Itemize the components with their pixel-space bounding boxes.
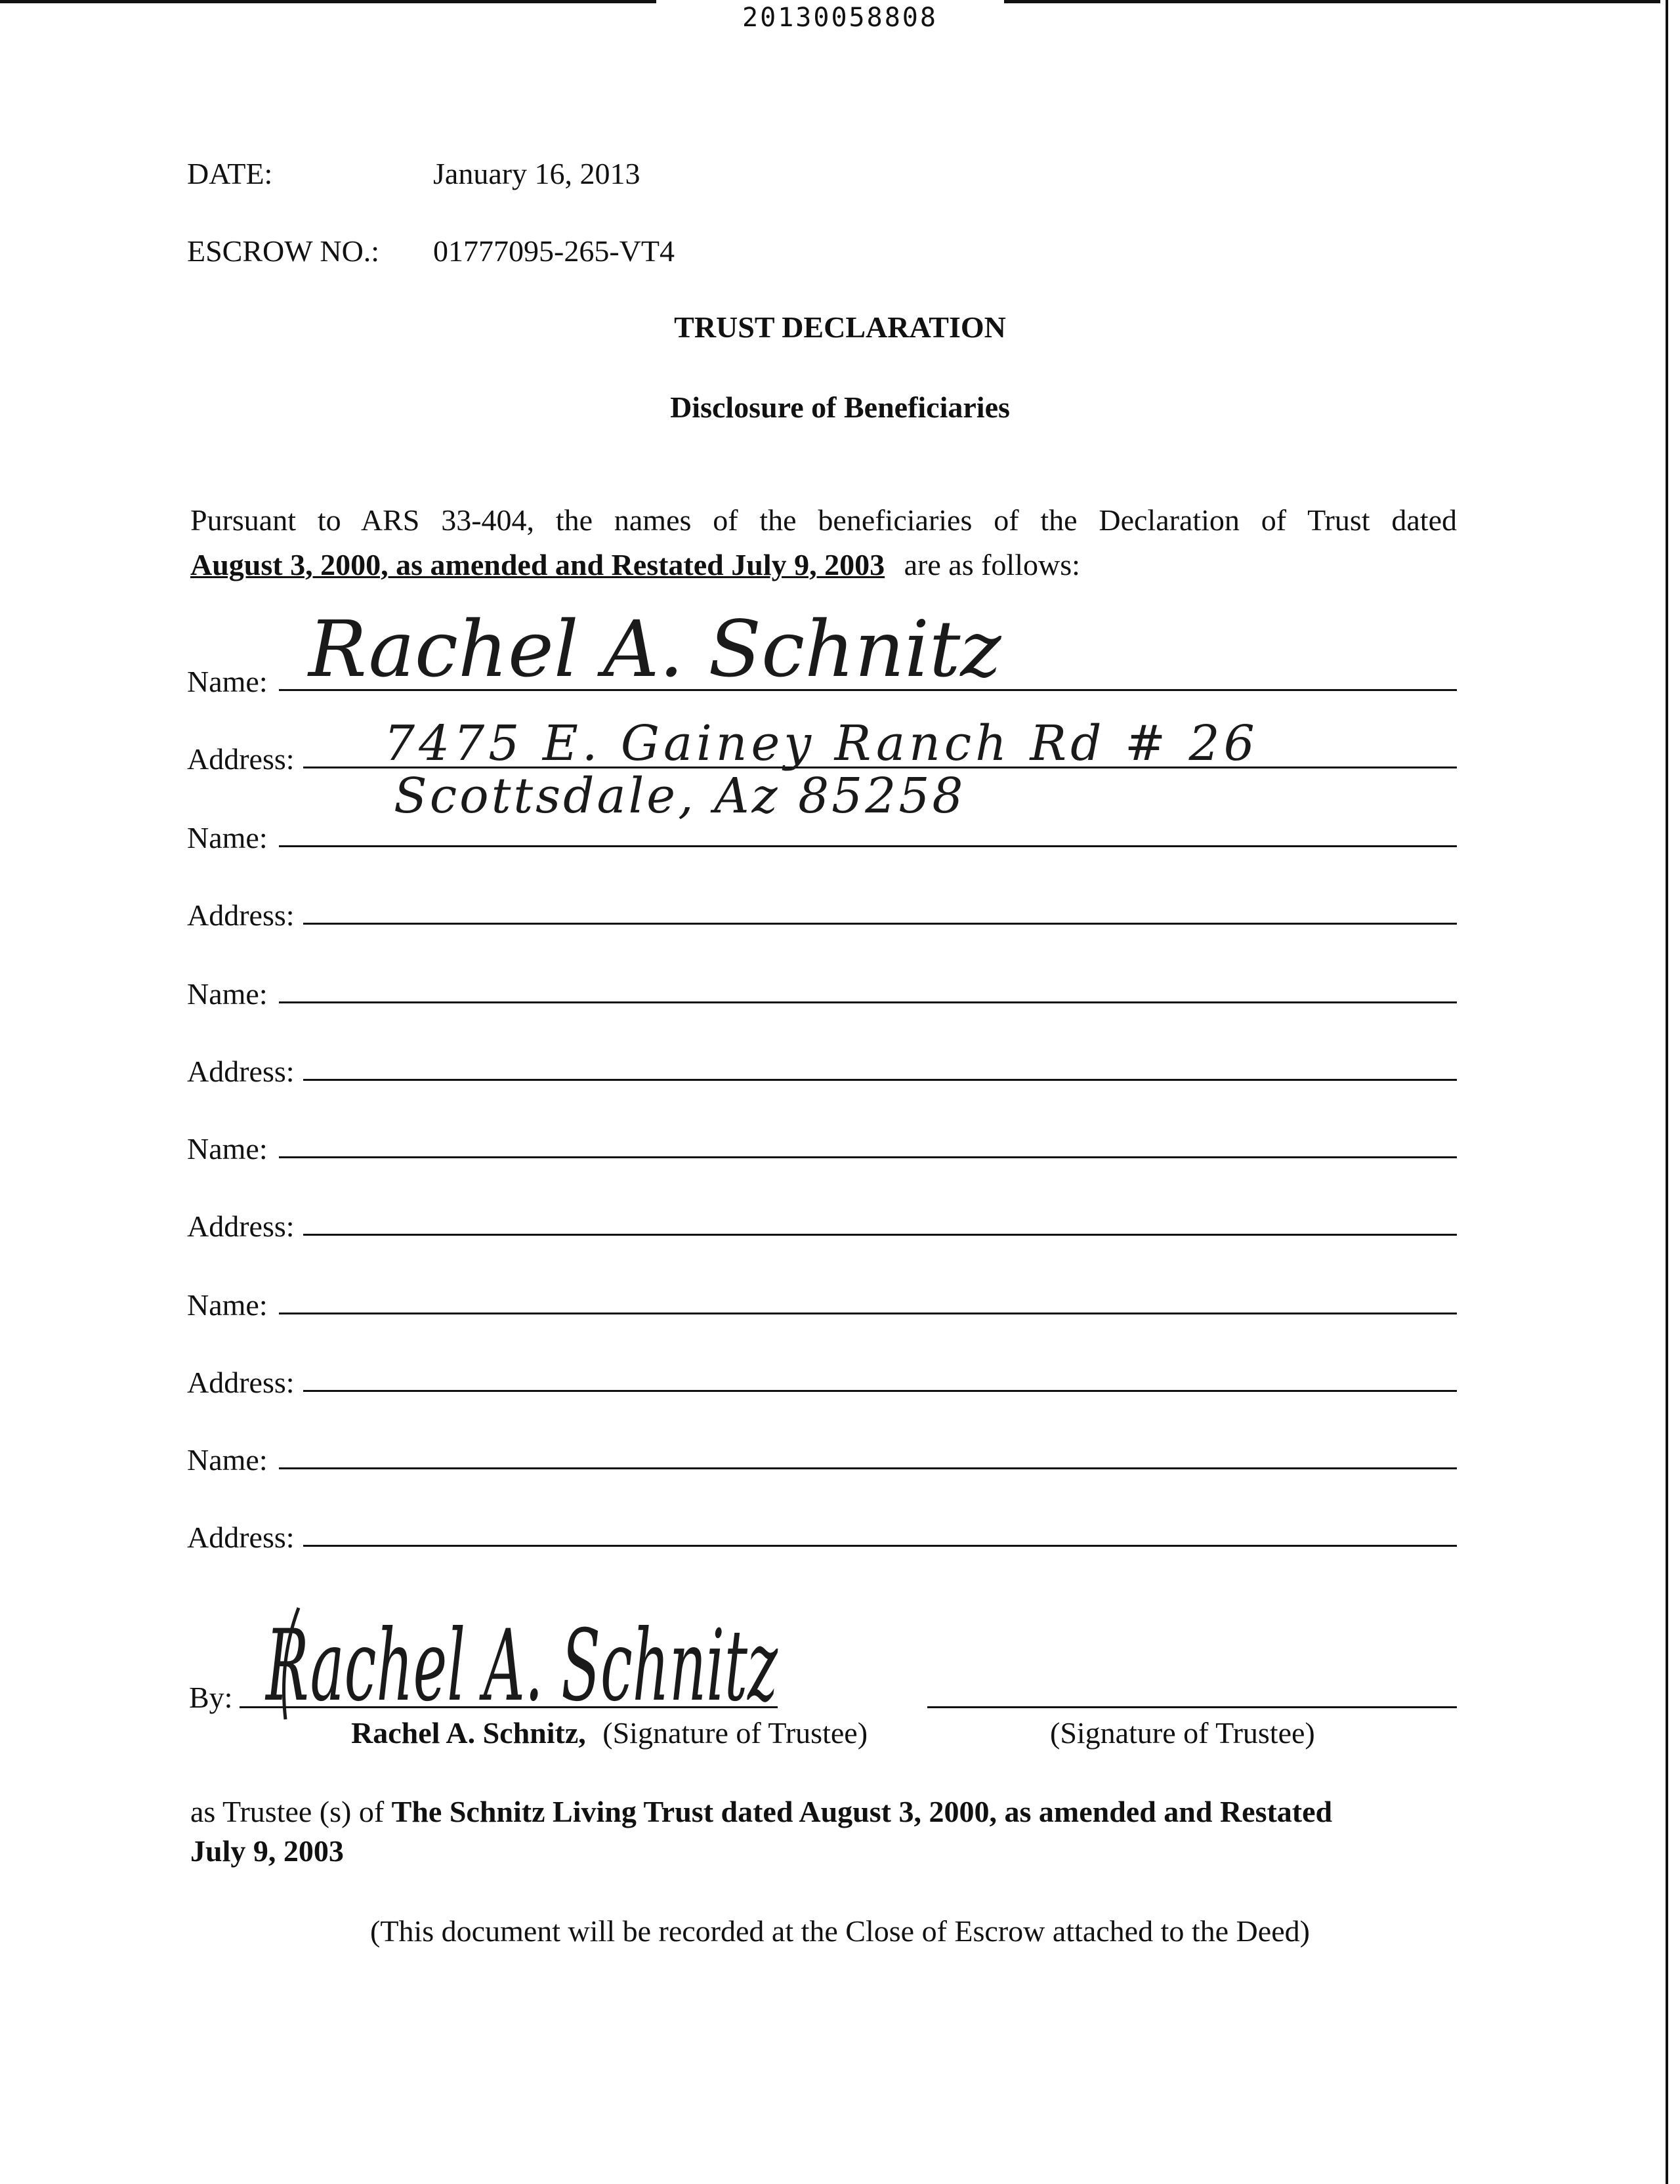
address-label-3: Address: bbox=[187, 1055, 295, 1088]
trustee-clause-prefix: as Trustee (s) of bbox=[190, 1795, 385, 1828]
document-number: 20130058808 bbox=[742, 3, 938, 33]
name-label-2: Name: bbox=[187, 821, 268, 854]
name-line-4 bbox=[279, 1156, 1457, 1158]
address-line-2 bbox=[303, 923, 1457, 925]
signature-glyphs: Rachel A. Schnitz bbox=[264, 1609, 778, 1723]
trust-name: The Schnitz Living Trust dated August 3, 2000, as amended and Restated bbox=[391, 1795, 1333, 1828]
document-title: TRUST DECLARATION bbox=[674, 310, 1006, 344]
beneficiary-address-handwritten-1: 7475 E. Gainey Ranch Rd # 26 bbox=[384, 715, 1259, 772]
footer-note: (This document will be recorded at the Close of Escrow attached to the Deed) bbox=[370, 1914, 1310, 1948]
trustee-1-signature-caption: (Signature of Trustee) bbox=[602, 1716, 868, 1750]
name-label-4: Name: bbox=[187, 1132, 268, 1166]
address-label-4: Address: bbox=[187, 1209, 295, 1243]
trustee-1-name: Rachel A. Schnitz, bbox=[351, 1716, 586, 1750]
address-line-4 bbox=[303, 1234, 1457, 1236]
date-value: January 16, 2013 bbox=[433, 157, 640, 190]
beneficiary-name-handwritten: Rachel A. Schnitz bbox=[308, 604, 1001, 694]
name-label-6: Name: bbox=[187, 1443, 268, 1477]
beneficiary-address-handwritten-2: Scottsdale, Az 85258 bbox=[394, 768, 966, 824]
address-label-2: Address: bbox=[187, 898, 295, 932]
address-label-6: Address: bbox=[187, 1521, 295, 1554]
trustee-clause-line-1 bbox=[190, 1794, 1332, 1829]
trustee-2-signature-caption: (Signature of Trustee) bbox=[1050, 1716, 1315, 1750]
address-line-5 bbox=[303, 1390, 1457, 1392]
trustee-clause-line-2: July 9, 2003 bbox=[190, 1834, 344, 1868]
intro-line-2 bbox=[190, 547, 1080, 582]
name-line-5 bbox=[279, 1312, 1457, 1314]
name-label-1: Name: bbox=[187, 665, 268, 698]
trustee-1-caption bbox=[351, 1715, 868, 1750]
trust-dates: August 3, 2000, as amended and Restated July 9, 2003 bbox=[190, 548, 885, 581]
name-label-5: Name: bbox=[187, 1288, 268, 1322]
signature-line-2 bbox=[927, 1706, 1457, 1708]
escrow-value: 01777095-265-VT4 bbox=[433, 234, 675, 268]
name-line-3 bbox=[279, 1001, 1457, 1003]
name-label-3: Name: bbox=[187, 977, 268, 1011]
escrow-label: ESCROW NO.: bbox=[187, 234, 380, 268]
address-label-1: Address: bbox=[187, 742, 295, 776]
intro-line-2-rest: are as follows: bbox=[904, 548, 1080, 581]
name-line-2 bbox=[279, 845, 1457, 847]
date-label: DATE: bbox=[187, 157, 273, 190]
name-line-6 bbox=[279, 1467, 1457, 1469]
by-label: By: bbox=[189, 1681, 233, 1714]
address-label-5: Address: bbox=[187, 1366, 295, 1399]
address-line-3 bbox=[303, 1079, 1457, 1081]
document-subtitle: Disclosure of Beneficiaries bbox=[670, 390, 1010, 424]
address-line-6 bbox=[303, 1545, 1457, 1547]
intro-line-1: Pursuant to ARS 33-404, the names of the beneficiaries of the Declaration of Trust dated bbox=[190, 503, 1457, 537]
